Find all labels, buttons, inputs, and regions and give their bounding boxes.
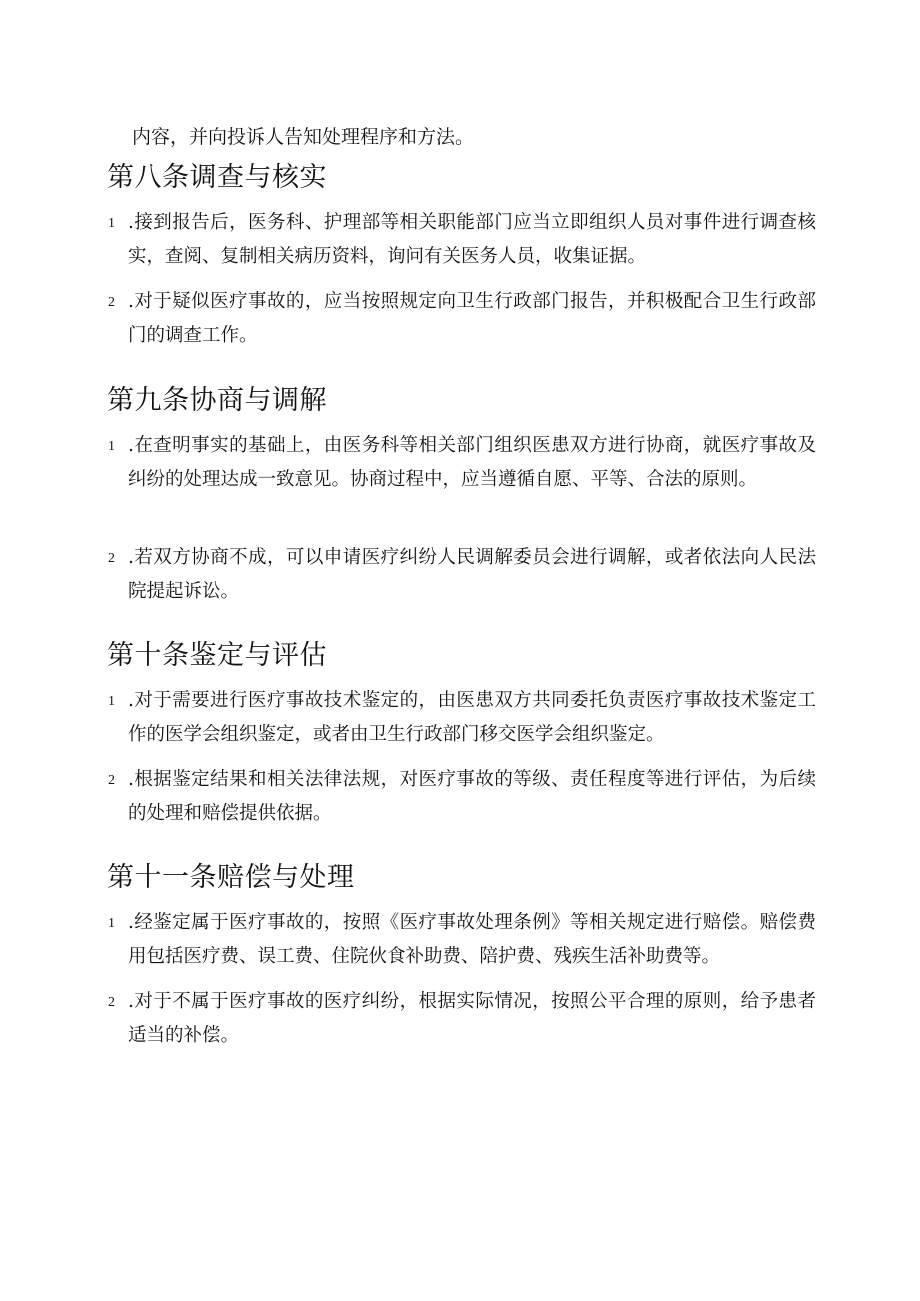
- section-heading: 第九条协商与调解: [107, 385, 327, 416]
- item-number: 1: [108, 694, 115, 709]
- item-text: .对于疑似医疗事故的，应当按照规定向卫生行政部门报告，并积极配合卫生行政部门的调查工作。: [128, 291, 816, 346]
- item-text: .若双方协商不成，可以申请医疗纠纷人民调解委员会进行调解，或者依法向人民法院提起诉讼。: [128, 547, 816, 602]
- section-heading: 第八条调查与核实: [107, 162, 327, 193]
- item-text: .对于需要进行医疗事故技术鉴定的，由医患双方共同委托负责医疗事故技术鉴定工作的医学会组织鉴定，或者由卫生行政部门移交医学会组织鉴定。: [128, 690, 816, 745]
- item-number: 2: [108, 773, 115, 788]
- item-number: 2: [108, 995, 115, 1010]
- item-text: .在查明事实的基础上，由医务科等相关部门组织医患双方进行协商，就医疗事故及纠纷的处理达成一致意见。协商过程中，应当遵循自愿、平等、合法的原则。: [128, 435, 816, 490]
- section-heading: 第十条鉴定与评估: [107, 640, 327, 671]
- item-text: .根据鉴定结果和相关法律法规，对医疗事故的等级、责任程度等进行评估，为后续的处理和赔偿提供依据。: [128, 769, 816, 824]
- item-number: 1: [108, 916, 115, 931]
- item-number: 2: [108, 551, 115, 566]
- item-text: .经鉴定属于医疗事故的，按照《医疗事故处理条例》等相关规定进行赔偿。赔偿费用包括医疗费、误工费、住院伙食补助费、陪护费、残疾生活补助费等。: [128, 912, 816, 967]
- item-text: .对于不属于医疗事故的医疗纠纷，根据实际情况，按照公平合理的原则，给予患者适当的补偿。: [128, 991, 816, 1046]
- item-number: 1: [108, 439, 115, 454]
- item-number: 2: [108, 295, 115, 310]
- section-heading: 第十一条赔偿与处理: [107, 862, 355, 893]
- item-number: 1: [108, 216, 115, 231]
- item-text: .接到报告后，医务科、护理部等相关职能部门应当立即组织人员对事件进行调查核实，查阅、复制相关病历资料，询问有关医务人员，收集证据。: [128, 212, 816, 267]
- lead-paragraph: 内容，并向投诉人告知处理程序和方法。: [132, 126, 475, 148]
